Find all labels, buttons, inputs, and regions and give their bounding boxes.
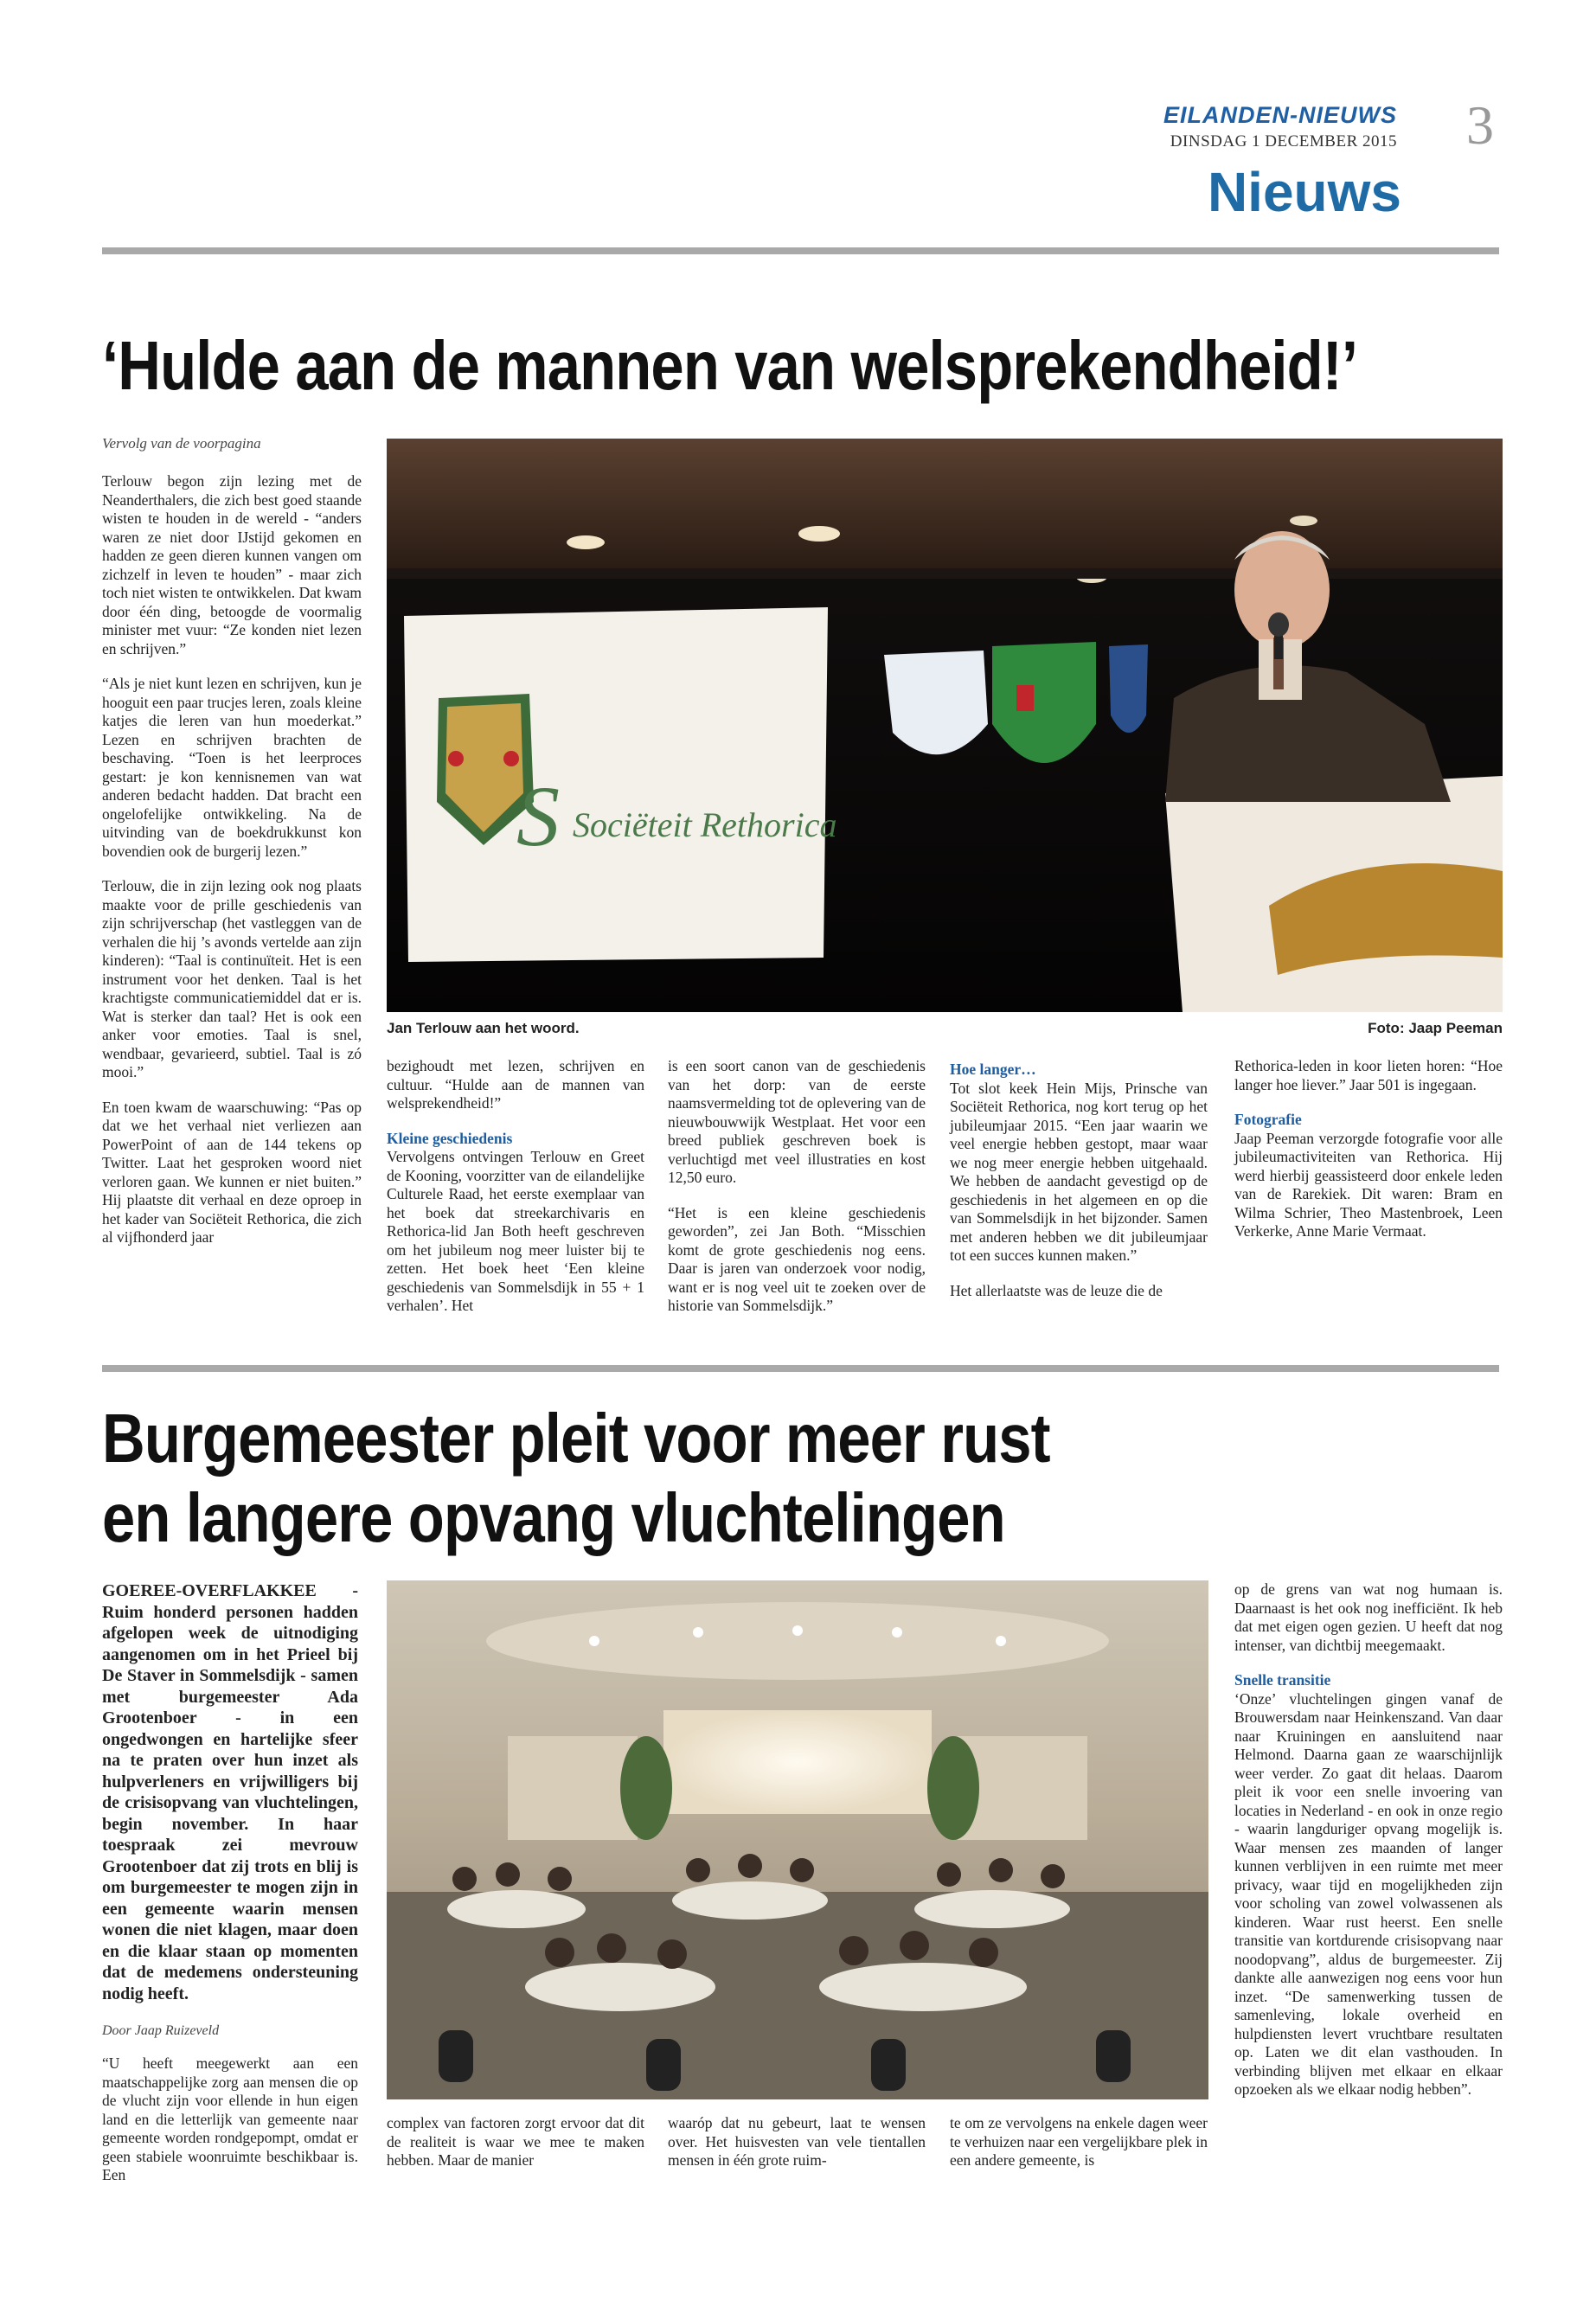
svg-text:S: S bbox=[516, 768, 560, 864]
article1-column-4 bbox=[950, 1057, 1208, 1317]
subheading: Kleine geschiedenis bbox=[387, 1129, 513, 1147]
article2-column-5 bbox=[1234, 1580, 1503, 2116]
headline-line: en langere opvang vluchtelingen bbox=[102, 1479, 1005, 1556]
top-divider bbox=[102, 247, 1499, 254]
paragraph: En toen kwam de waarschuwing: “Pas op dat we het verhaal niet verliezen aan PowerPoint of aan de 144 tekens op Twitter. Laat het gesproken woord niet verloren gaan. We kunnen er niet buiten.” Hij plaatste dit verhaal en deze oproep in het kader van Sociëteit Rethorica, die zich al vijfhonderd jaar bbox=[102, 1098, 362, 1246]
photo-caption: Jan Terlouw aan het woord. bbox=[387, 1020, 580, 1036]
headline-line: Burgemeester pleit voor meer rust bbox=[102, 1400, 1050, 1477]
subheading: Hoe langer… bbox=[950, 1061, 1036, 1078]
paragraph: waaróp dat nu gebeurt, laat te wensen over. Het huisvesten van vele tientallen mensen in één grote ruim- bbox=[668, 2114, 926, 2169]
paragraph: te om ze vervolgens na enkele dagen weer te verhuizen naar een vergelijkbare plek in een andere gemeente, is bbox=[950, 2114, 1208, 2169]
newspaper-logo: EILANDEN-NIEUWS bbox=[1163, 102, 1397, 128]
page-number: 3 bbox=[1466, 94, 1494, 156]
reception-photo bbox=[387, 1580, 1208, 2099]
article1-kicker: Vervolg van de voorpagina bbox=[102, 435, 261, 452]
speaker-photo-illustration bbox=[387, 439, 1503, 1012]
speaker-photo bbox=[387, 439, 1503, 1012]
paragraph: “Het is een kleine geschiedenis geworden”, zei Jan Both. “Misschien komt de grote geschiedenis nog eens. Daar is jaren van onderzoek voor nodig, want er is nog veel uit te zoeken over de historie van Sommelsdijk.” bbox=[668, 1203, 926, 1314]
issue-date: DINSDAG 1 DECEMBER 2015 bbox=[1170, 132, 1397, 151]
paragraph: “U heeft meegewerkt aan een maatschappelijke zorg aan mensen die op de vlucht zijn voor ellende in hun eigen land en die letterlijk van gemeente naar gemeente worden rondgepompt, omdat er geen stabiele woonruimte beschikbaar is. Een bbox=[102, 2054, 358, 2183]
article2-headline bbox=[102, 1399, 1516, 1558]
article2-column-1 bbox=[102, 2054, 358, 2185]
article2-lead-column bbox=[102, 1580, 358, 2202]
article1-column-3 bbox=[668, 1057, 926, 1332]
paragraph: op de grens van wat nog humaan is. Daarnaast is het ook nog inefficiënt. Ik heb dat met eigen ogen gezien. U heeft dat nog intenser, van dichtbij meegemaakt. bbox=[1234, 1580, 1503, 1654]
byline: Door Jaap Ruizeveld bbox=[102, 2023, 220, 2038]
masthead bbox=[1163, 102, 1397, 151]
paragraph: Tot slot keek Hein Mijs, Prinsche van Sociëteit Rethorica, nog kort terug op het jubileumjaar 2015. “Een jaar waarin we veel energie hebben gestopt, maar waar we nog meer energie hebben uitgehaald. We hebben de aandacht gevestigd op de geschiedenis in het algemeen en op die van Sommelsdijk in het bijzonder. Samen met anderen hebben we dit jubileumjaar tot een succes kunnen maken.” bbox=[950, 1079, 1208, 1264]
article2-column-2 bbox=[387, 2114, 644, 2187]
paragraph: Het allerlaatste was de leuze die de bbox=[950, 1281, 1163, 1299]
paragraph: ‘Onze’ vluchtelingen gingen vanaf de Brouwersdam naar Heinkenszand. Van daar naar Kruiningen en aansluitend naar Helmond. Daarna gaan ze waarschijnlijk weer verder. Zo gaat dit helaas. Daarom pleit ik voor een snelle invoering van locaties in Nederland - en ook in onze regio - waarin langduriger opvang mogelijk is. Waar mensen zes maanden of langer kunnen verblijven in een ruimte met meer privacy, waar tijd en mogelijkheden zijn voor scholing van zowel volwassenen als kinderen. Waar rust heerst. Een snelle transitie van kortdurende crisisopvang naar noodopvang”, aldus de burgemeester. Zij dankte alle aanwezigen nog eens voor hun inzet. “De samenwerking tussen de samenleving, lokale overheid en hulpdiensten levert vruchtbare resultaten op. Laten we dit elan vasthouden. In verbinding blijven met elkaar en elkaar opzoeken als we elkaar nodig hebben”. bbox=[1234, 1689, 1503, 2098]
article1-column-2 bbox=[387, 1057, 644, 1332]
paragraph: Terlouw begon zijn lezing met de Neanderthalers, die zich best goed staande wisten te houden in de wereld - “anders waren ze niet door IJstijd gekomen en hadden ze geen dieren kunnen vangen om zichzelf in leven te houden” - maar zich toch niet wisten te ontwikkelen. Dat kwam door één ding, betoogde de voormalig minister met vuur: “Ze konden niet lezen en schrijven.” bbox=[102, 472, 362, 657]
subheading: Fotografie bbox=[1234, 1111, 1302, 1128]
paragraph: Vervolgens ontvingen Terlouw en Greet de Kooning, voorzitter van de eilandelijke Culturele Raad, het eerste exemplaar van het boek dat streekarchivaris en Rethorica-lid Jan Both heeft geschreven om het jubileum nog meer luister bij te zetten. Het boek heet ‘Een kleine geschiedenis van Sommelsdijk in 55 + 1 verhalen’. Het bbox=[387, 1148, 644, 1314]
article-divider bbox=[102, 1365, 1499, 1372]
paragraph: complex van factoren zorgt ervoor dat dit de realiteit is waar we mee te maken hebben. Maar de manier bbox=[387, 2114, 644, 2169]
paragraph: bezighoudt met lezen, schrijven en cultuur. “Hulde aan de mannen van welsprekendheid!” bbox=[387, 1057, 644, 1112]
paragraph: Jaap Peeman verzorgde fotografie voor alle jubileumactiviteiten van Rethorica. Hij werd hierbij geassisteerd door enkele leden van de Rarekiek. Dit waren: Bram en Wilma Schrier, Theo Mastenbroek, Leen Verkerke, Anne Marie Vermaat. bbox=[1234, 1129, 1503, 1240]
paragraph: Rethorica-leden in koor lieten horen: “Hoe langer hoe liever.” Jaar 501 is ingegaan. bbox=[1234, 1057, 1503, 1093]
paragraph: Terlouw, die in zijn lezing ook nog plaats maakte voor de prille geschiedenis van zijn schrijverschap (het vastleggen van de verhalen die hij ’s avonds vertelde aan zijn kinderen): “Taal is continuïteit. Het is een instrument voor het denken. Taal is het krachtigste communicatiemiddel dat er is. Wat is sterker dan taal? Het is ook een anker voor emoties. Taal is snel, wendbaar, gevarieerd, subtiel. Taal is zó mooi.” bbox=[102, 877, 362, 1080]
paragraph: is een soort canon van de geschiedenis van het dorp: van de eerste naamsvermelding tot de oplevering van de nieuwbouwwijk Westplaat. Het voor een breed publiek geschreven boek is verluchtigd met veel illustraties en kost 12,50 euro. bbox=[668, 1057, 926, 1186]
article1-column-1 bbox=[102, 472, 362, 1264]
banner-text: Sociëteit Rethorica bbox=[573, 805, 837, 844]
article1-column-5 bbox=[1234, 1057, 1503, 1258]
photo-credit: Foto: Jaap Peeman bbox=[1368, 1020, 1503, 1036]
subheading: Snelle transitie bbox=[1234, 1671, 1331, 1689]
lead-paragraph: GOEREE-OVERFLAKKEE - Ruim honderd personen hadden afgelopen week de uitnodiging aangenomen om in het Prieel bij De Staver in Sommelsdijk - samen met burgemeester Ada Grootenboer - in een ongedwongen en hartelijke sfeer na te praten over hun inzet als hulpverleners en vrijwilligers bij de crisisopvang van vluchtelingen, begin november. In haar toespraak zei mevrouw Grootenboer dat zij trots en blij is om burgemeester te mogen zijn in een gemeente waarin mensen wonen die niet klagen, maar doen en die klaar staan op momenten dat de medemens ondersteuning nodig heeft. bbox=[102, 1581, 358, 2003]
article2-column-3 bbox=[668, 2114, 926, 2187]
reception-photo-illustration bbox=[387, 1580, 1208, 2099]
article1-headline: ‘Hulde aan de mannen van welsprekendheid!’ bbox=[102, 327, 1358, 404]
paragraph: “Als je niet kunt lezen en schrijven, kun je hooguit een paar trucjes leren, zoals kleine katjes die leren van hun moederkat.” Lezen en schrijven brachten de beschaving. “Toen is het leerproces gestart: je kon kennisnemen van wat anderen bedacht hadden. Dat bracht een ongelofelijke ontwikkeling. Na de uitvinding van de boekdrukkunst kon bovendien ook de burgerij lezen.” bbox=[102, 675, 362, 860]
section-title: Nieuws bbox=[1207, 161, 1401, 223]
article2-column-4 bbox=[950, 2114, 1208, 2187]
